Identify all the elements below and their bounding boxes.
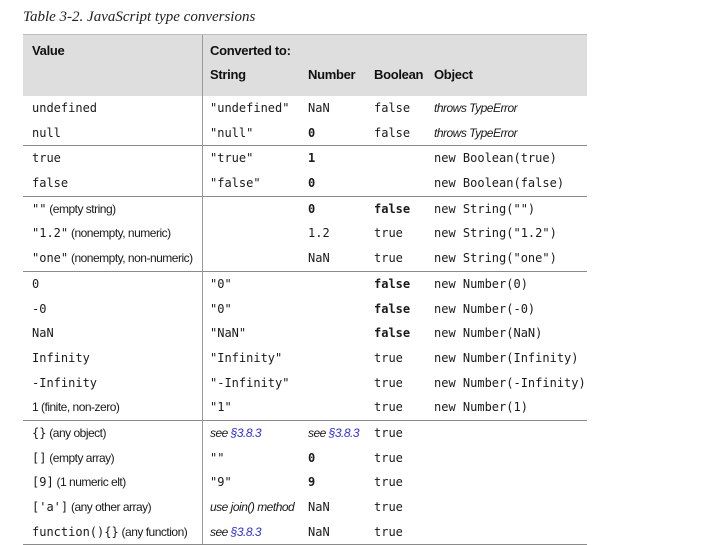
cell-string	[210, 446, 224, 471]
cell-boolean	[374, 520, 403, 545]
cell-text: "Infinity"	[210, 350, 283, 365]
cell-text: use join() method	[210, 500, 295, 514]
cell-text: "one"	[32, 251, 69, 266]
cell-text: ""	[32, 201, 47, 216]
cell-text: (1 numeric elt)	[53, 475, 126, 490]
cell-value	[32, 146, 61, 171]
cell-text: new Number(0)	[434, 276, 528, 291]
cell-boolean	[374, 446, 403, 471]
table-row	[23, 271, 587, 297]
cell-boolean	[374, 421, 403, 446]
cell-object	[434, 321, 542, 346]
cell-string	[210, 121, 253, 146]
cell-text: new Number(Infinity)	[434, 350, 579, 365]
cell-string	[210, 495, 294, 520]
cell-text: "9"	[210, 475, 232, 490]
cell-number	[308, 171, 315, 196]
cell-string	[210, 520, 261, 545]
cell-boolean	[374, 246, 403, 271]
cell-text: true	[374, 226, 403, 241]
cell-text: 0	[308, 201, 316, 216]
cell-text: ['a']	[32, 500, 69, 514]
cell-text: new String("one")	[434, 251, 557, 266]
cell-text: true	[374, 524, 403, 539]
cell-value	[32, 395, 119, 420]
cell-text: new String("")	[434, 201, 536, 216]
cell-text: false	[374, 101, 411, 115]
cell-object	[434, 297, 535, 322]
cell-text: (empty string)	[46, 201, 116, 216]
table-row	[23, 145, 587, 171]
table-row	[23, 495, 587, 520]
table-row	[23, 321, 587, 346]
cell-boolean	[374, 197, 410, 222]
table-row	[23, 346, 587, 371]
cell-boolean	[374, 395, 403, 420]
cell-boolean	[374, 495, 403, 520]
cell-text: 1 (finite, non-zero)	[32, 400, 120, 415]
section-link[interactable]: §3.8.3	[230, 524, 262, 539]
cell-text: false	[374, 201, 411, 216]
cell-object	[434, 221, 557, 246]
cell-text: Infinity	[32, 350, 90, 365]
cell-text: "0"	[210, 276, 232, 291]
cell-number	[308, 495, 330, 520]
cell-text: (any other array)	[68, 500, 152, 514]
cell-string	[210, 421, 261, 446]
cell-text: -Infinity	[32, 375, 98, 390]
cell-value	[32, 520, 187, 545]
cell-text: "null"	[210, 125, 254, 140]
cell-string	[210, 395, 232, 420]
header-boolean: Boolean	[374, 67, 424, 82]
header-value: Value	[32, 43, 65, 58]
cell-text: NaN	[308, 251, 330, 266]
cell-text: new Boolean(false)	[434, 176, 565, 191]
cell-object	[434, 346, 579, 371]
cell-text: "-Infinity"	[210, 375, 290, 390]
cell-text: 0	[308, 125, 316, 140]
type-conversion-table	[23, 34, 587, 544]
cell-boolean	[374, 321, 410, 346]
cell-text: (nonempty, non-numeric)	[68, 251, 193, 266]
cell-value	[32, 297, 46, 322]
cell-text: 0	[308, 450, 316, 465]
header-divider	[202, 35, 203, 96]
table-caption: Table 3-2. JavaScript type conversions	[23, 9, 256, 25]
cell-text: [9]	[32, 475, 54, 490]
cell-text: true	[374, 375, 403, 390]
column-divider	[202, 96, 203, 544]
cell-boolean	[374, 272, 410, 297]
table-row	[23, 297, 587, 322]
cell-boolean	[374, 346, 403, 371]
cell-text: (nonempty, numeric)	[68, 226, 171, 241]
cell-text: true	[374, 425, 403, 440]
cell-value	[32, 121, 61, 146]
cell-value	[32, 346, 90, 371]
cell-text: new Number(NaN)	[434, 326, 543, 341]
cell-text: {}	[32, 425, 47, 440]
cell-text: throws TypeError	[434, 125, 518, 140]
cell-value	[32, 421, 106, 446]
cell-number	[308, 96, 330, 121]
cell-text: new Number(-0)	[434, 301, 536, 316]
cell-text: false	[374, 301, 411, 316]
cell-text: "NaN"	[210, 326, 247, 341]
cell-text: false	[32, 176, 69, 191]
cell-value	[32, 246, 193, 271]
cell-number	[308, 221, 330, 246]
table-row	[23, 446, 587, 471]
cell-text: []	[32, 450, 47, 465]
cell-text: NaN	[32, 326, 54, 341]
cell-value	[32, 371, 97, 396]
cell-boolean	[374, 221, 403, 246]
cell-text: 1.2	[308, 226, 330, 241]
cell-object	[434, 272, 528, 297]
cell-text: "1"	[210, 400, 232, 415]
cell-string	[210, 371, 289, 396]
cell-text: NaN	[308, 500, 330, 514]
cell-text: see	[210, 524, 231, 539]
cell-text: 0	[32, 276, 40, 291]
cell-text: false	[374, 326, 411, 341]
table-row	[23, 171, 587, 196]
cell-text: new Boolean(true)	[434, 151, 557, 166]
cell-string	[210, 321, 246, 346]
cell-number	[308, 146, 315, 171]
cell-boolean	[374, 121, 410, 146]
cell-text: new String("1.2")	[434, 226, 557, 241]
table-row	[23, 221, 587, 246]
cell-text: (any object)	[46, 425, 106, 440]
cell-value	[32, 321, 54, 346]
cell-boolean	[374, 470, 403, 495]
table-row	[23, 121, 587, 146]
cell-value	[32, 221, 171, 246]
table-body	[23, 96, 587, 544]
cell-string	[210, 297, 232, 322]
cell-value	[32, 495, 151, 520]
header-number: Number	[308, 67, 356, 82]
table-row	[23, 196, 587, 222]
cell-text: false	[374, 125, 411, 140]
section-link[interactable]: §3.8.3	[328, 425, 360, 440]
table-row	[23, 395, 587, 420]
cell-text: throws TypeError	[434, 101, 518, 115]
cell-string	[210, 146, 253, 171]
cell-text: NaN	[308, 524, 330, 539]
cell-object	[434, 121, 517, 146]
cell-text: undefined	[32, 101, 98, 115]
header-string: String	[210, 67, 246, 82]
cell-text: null	[32, 125, 61, 140]
cell-string	[210, 96, 289, 121]
cell-value	[32, 96, 97, 121]
cell-text: see	[308, 425, 329, 440]
cell-text: -0	[32, 301, 47, 316]
cell-text: true	[374, 450, 403, 465]
cell-text: (empty array)	[46, 450, 115, 465]
cell-string	[210, 346, 282, 371]
cell-object	[434, 171, 564, 196]
table-row	[23, 96, 587, 121]
cell-text: true	[374, 251, 403, 266]
cell-text: 0	[308, 176, 316, 191]
cell-number	[308, 197, 315, 222]
cell-text: (any function)	[118, 524, 188, 539]
cell-object	[434, 395, 528, 420]
cell-text: true	[374, 400, 403, 415]
cell-value	[32, 272, 39, 297]
cell-object	[434, 371, 586, 396]
cell-text: "false"	[210, 176, 261, 191]
cell-value	[32, 446, 114, 471]
cell-text: "undefined"	[210, 101, 290, 115]
cell-string	[210, 272, 232, 297]
cell-string	[210, 470, 232, 495]
cell-object	[434, 197, 535, 222]
cell-text: new Number(-Infinity)	[434, 375, 586, 390]
cell-object	[434, 96, 517, 121]
cell-string	[210, 171, 261, 196]
cell-value	[32, 197, 116, 222]
cell-text: true	[374, 500, 403, 514]
cell-number	[308, 446, 315, 471]
cell-number	[308, 121, 315, 146]
cell-number	[308, 246, 330, 271]
table-row	[23, 470, 587, 495]
cell-boolean	[374, 297, 410, 322]
table-row	[23, 246, 587, 271]
cell-text: true	[374, 350, 403, 365]
table-row	[23, 371, 587, 396]
cell-number	[308, 421, 359, 446]
cell-text: true	[32, 151, 61, 166]
cell-text: true	[374, 475, 403, 490]
table-row	[23, 520, 587, 545]
header-converted-to: Converted to:	[210, 43, 291, 58]
cell-text: 1	[308, 151, 316, 166]
table-row	[23, 420, 587, 446]
cell-boolean	[374, 371, 403, 396]
cell-text: "true"	[210, 151, 254, 166]
cell-text: function(){}	[32, 524, 119, 539]
cell-text: new Number(1)	[434, 400, 528, 415]
cell-value	[32, 171, 68, 196]
header-object: Object	[434, 67, 473, 82]
cell-boolean	[374, 96, 410, 121]
cell-object	[434, 246, 557, 271]
cell-text: see	[210, 425, 231, 440]
cell-text: NaN	[308, 101, 330, 115]
cell-text: "0"	[210, 301, 232, 316]
section-link[interactable]: §3.8.3	[230, 425, 262, 440]
cell-text: false	[374, 276, 411, 291]
table-header	[23, 34, 587, 96]
cell-number	[308, 470, 315, 495]
cell-object	[434, 146, 557, 171]
cell-value	[32, 470, 126, 495]
cell-text: ""	[210, 450, 225, 465]
cell-text: 9	[308, 475, 316, 490]
cell-text: "1.2"	[32, 226, 69, 241]
cell-number	[308, 520, 330, 545]
